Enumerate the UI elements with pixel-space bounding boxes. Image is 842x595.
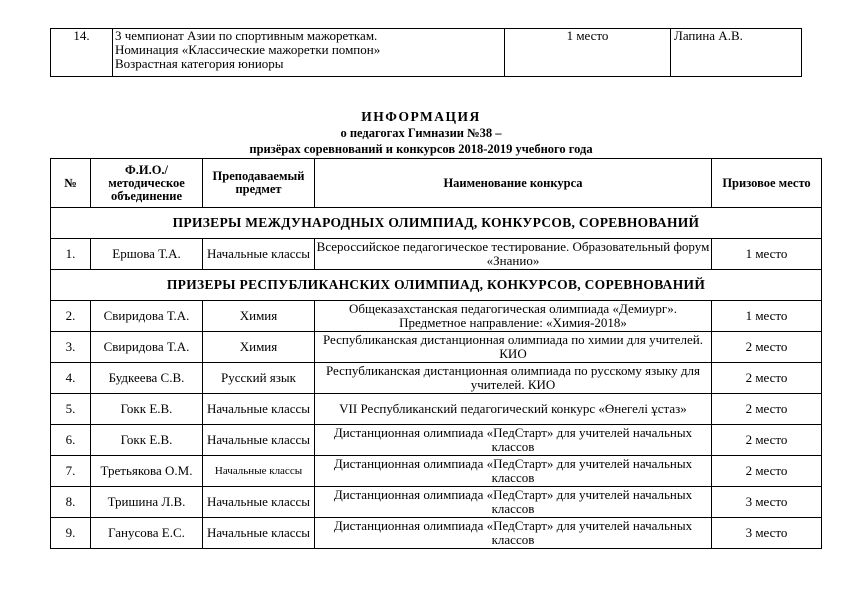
subject: Начальные классы	[203, 487, 315, 518]
table-row	[51, 301, 822, 332]
document-title: ИНФОРМАЦИЯ	[361, 109, 481, 124]
contest-name: Дистанционная олимпиада «ПедСтарт» для учителей начальных классов	[315, 456, 712, 487]
row-number: 9.	[51, 518, 91, 549]
prize-place: 2 место	[712, 363, 822, 394]
table-row	[51, 518, 822, 549]
row-number: 3.	[51, 332, 91, 363]
teacher-name: Ганусова Е.С.	[91, 518, 203, 549]
prize-place: 1 место	[712, 239, 822, 270]
contest-line: Номинация «Классические мажоретки помпон»	[115, 42, 381, 57]
table-row	[51, 487, 822, 518]
contest-name	[113, 29, 505, 77]
row-number: 14.	[51, 29, 113, 77]
table-row	[51, 29, 802, 77]
section-title-international: ПРИЗЕРЫ МЕЖДУНАРОДНЫХ ОЛИМПИАД, КОНКУРСОВ, СОРЕВНОВАНИЙ	[51, 208, 822, 239]
teacher-name: Будкеева С.В.	[91, 363, 203, 394]
row-number: 2.	[51, 301, 91, 332]
contest-name: Всероссийское педагогическое тестирование. Образовательный форум «Знанио»	[315, 239, 712, 270]
document-subtitle: о педагогах Гимназии №38 –	[340, 126, 502, 140]
table-row	[51, 425, 822, 456]
previous-page-table	[50, 28, 802, 77]
table-header-row	[51, 159, 822, 208]
contest-line: Возрастная категория юниоры	[115, 56, 284, 71]
header-contest: Наименование конкурса	[315, 159, 712, 208]
section-row	[51, 208, 822, 239]
table-row	[51, 456, 822, 487]
teacher-name: Гокк Е.В.	[91, 394, 203, 425]
section-row	[51, 270, 822, 301]
subject: Начальные классы	[203, 239, 315, 270]
contest-name: VII Республиканский педагогический конкурс «Өнегелі ұстаз»	[315, 394, 712, 425]
subject: Начальные классы	[203, 518, 315, 549]
subject: Начальные классы	[203, 394, 315, 425]
header-place: Призовое место	[712, 159, 822, 208]
contest-name: Дистанционная олимпиада «ПедСтарт» для учителей начальных классов	[315, 425, 712, 456]
contest-name: Республиканская дистанционная олимпиада по русскому языку для учителей. КИО	[315, 363, 712, 394]
prize-place: 3 место	[712, 518, 822, 549]
document-subtitle-2: призёрах соревнований и конкурсов 2018-2019 учебного года	[249, 142, 593, 156]
teacher-name: Свиридова Т.А.	[91, 301, 203, 332]
prize-place: 2 место	[712, 425, 822, 456]
row-number: 5.	[51, 394, 91, 425]
row-number: 8.	[51, 487, 91, 518]
contest-name: Дистанционная олимпиада «ПедСтарт» для учителей начальных классов	[315, 518, 712, 549]
header-fio: Ф.И.О./ методическое объединение	[91, 159, 203, 208]
teacher-name: Тришина Л.В.	[91, 487, 203, 518]
prize-place: 2 место	[712, 394, 822, 425]
subject: Русский язык	[203, 363, 315, 394]
teacher-name: Свиридова Т.А.	[91, 332, 203, 363]
teacher-name: Гокк Е.В.	[91, 425, 203, 456]
contest-name: Республиканская дистанционная олимпиада по химии для учителей. КИО	[315, 332, 712, 363]
table-row	[51, 332, 822, 363]
teacher-name: Ершова Т.А.	[91, 239, 203, 270]
teacher-name: Третьякова О.М.	[91, 456, 203, 487]
subject: Начальные классы	[203, 425, 315, 456]
prize-place: 2 место	[712, 456, 822, 487]
row-number: 4.	[51, 363, 91, 394]
table-row	[51, 363, 822, 394]
table-row	[51, 239, 822, 270]
subject: Химия	[203, 332, 315, 363]
contest-name: Дистанционная олимпиада «ПедСтарт» для учителей начальных классов	[315, 487, 712, 518]
contest-line: 3 чемпионат Азии по спортивным мажореткам.	[115, 28, 378, 43]
teacher-name: Лапина А.В.	[671, 29, 802, 77]
row-number: 7.	[51, 456, 91, 487]
row-number: 6.	[51, 425, 91, 456]
winners-table	[50, 158, 822, 549]
prize-place: 1 место	[712, 301, 822, 332]
prize-place: 3 место	[712, 487, 822, 518]
table-row	[51, 394, 822, 425]
subject: Химия	[203, 301, 315, 332]
header-subject: Преподаваемый предмет	[203, 159, 315, 208]
contest-name: Общеказахстанская педагогическая олимпиада «Демиург». Предметное направление: «Химия-2018»	[315, 301, 712, 332]
header-number: №	[51, 159, 91, 208]
row-number: 1.	[51, 239, 91, 270]
prize-place: 2 место	[712, 332, 822, 363]
section-title-republic: ПРИЗЕРЫ РЕСПУБЛИКАНСКИХ ОЛИМПИАД, КОНКУРСОВ, СОРЕВНОВАНИЙ	[51, 270, 822, 301]
subject: Начальные классы	[203, 456, 315, 487]
prize-place: 1 место	[505, 29, 671, 77]
